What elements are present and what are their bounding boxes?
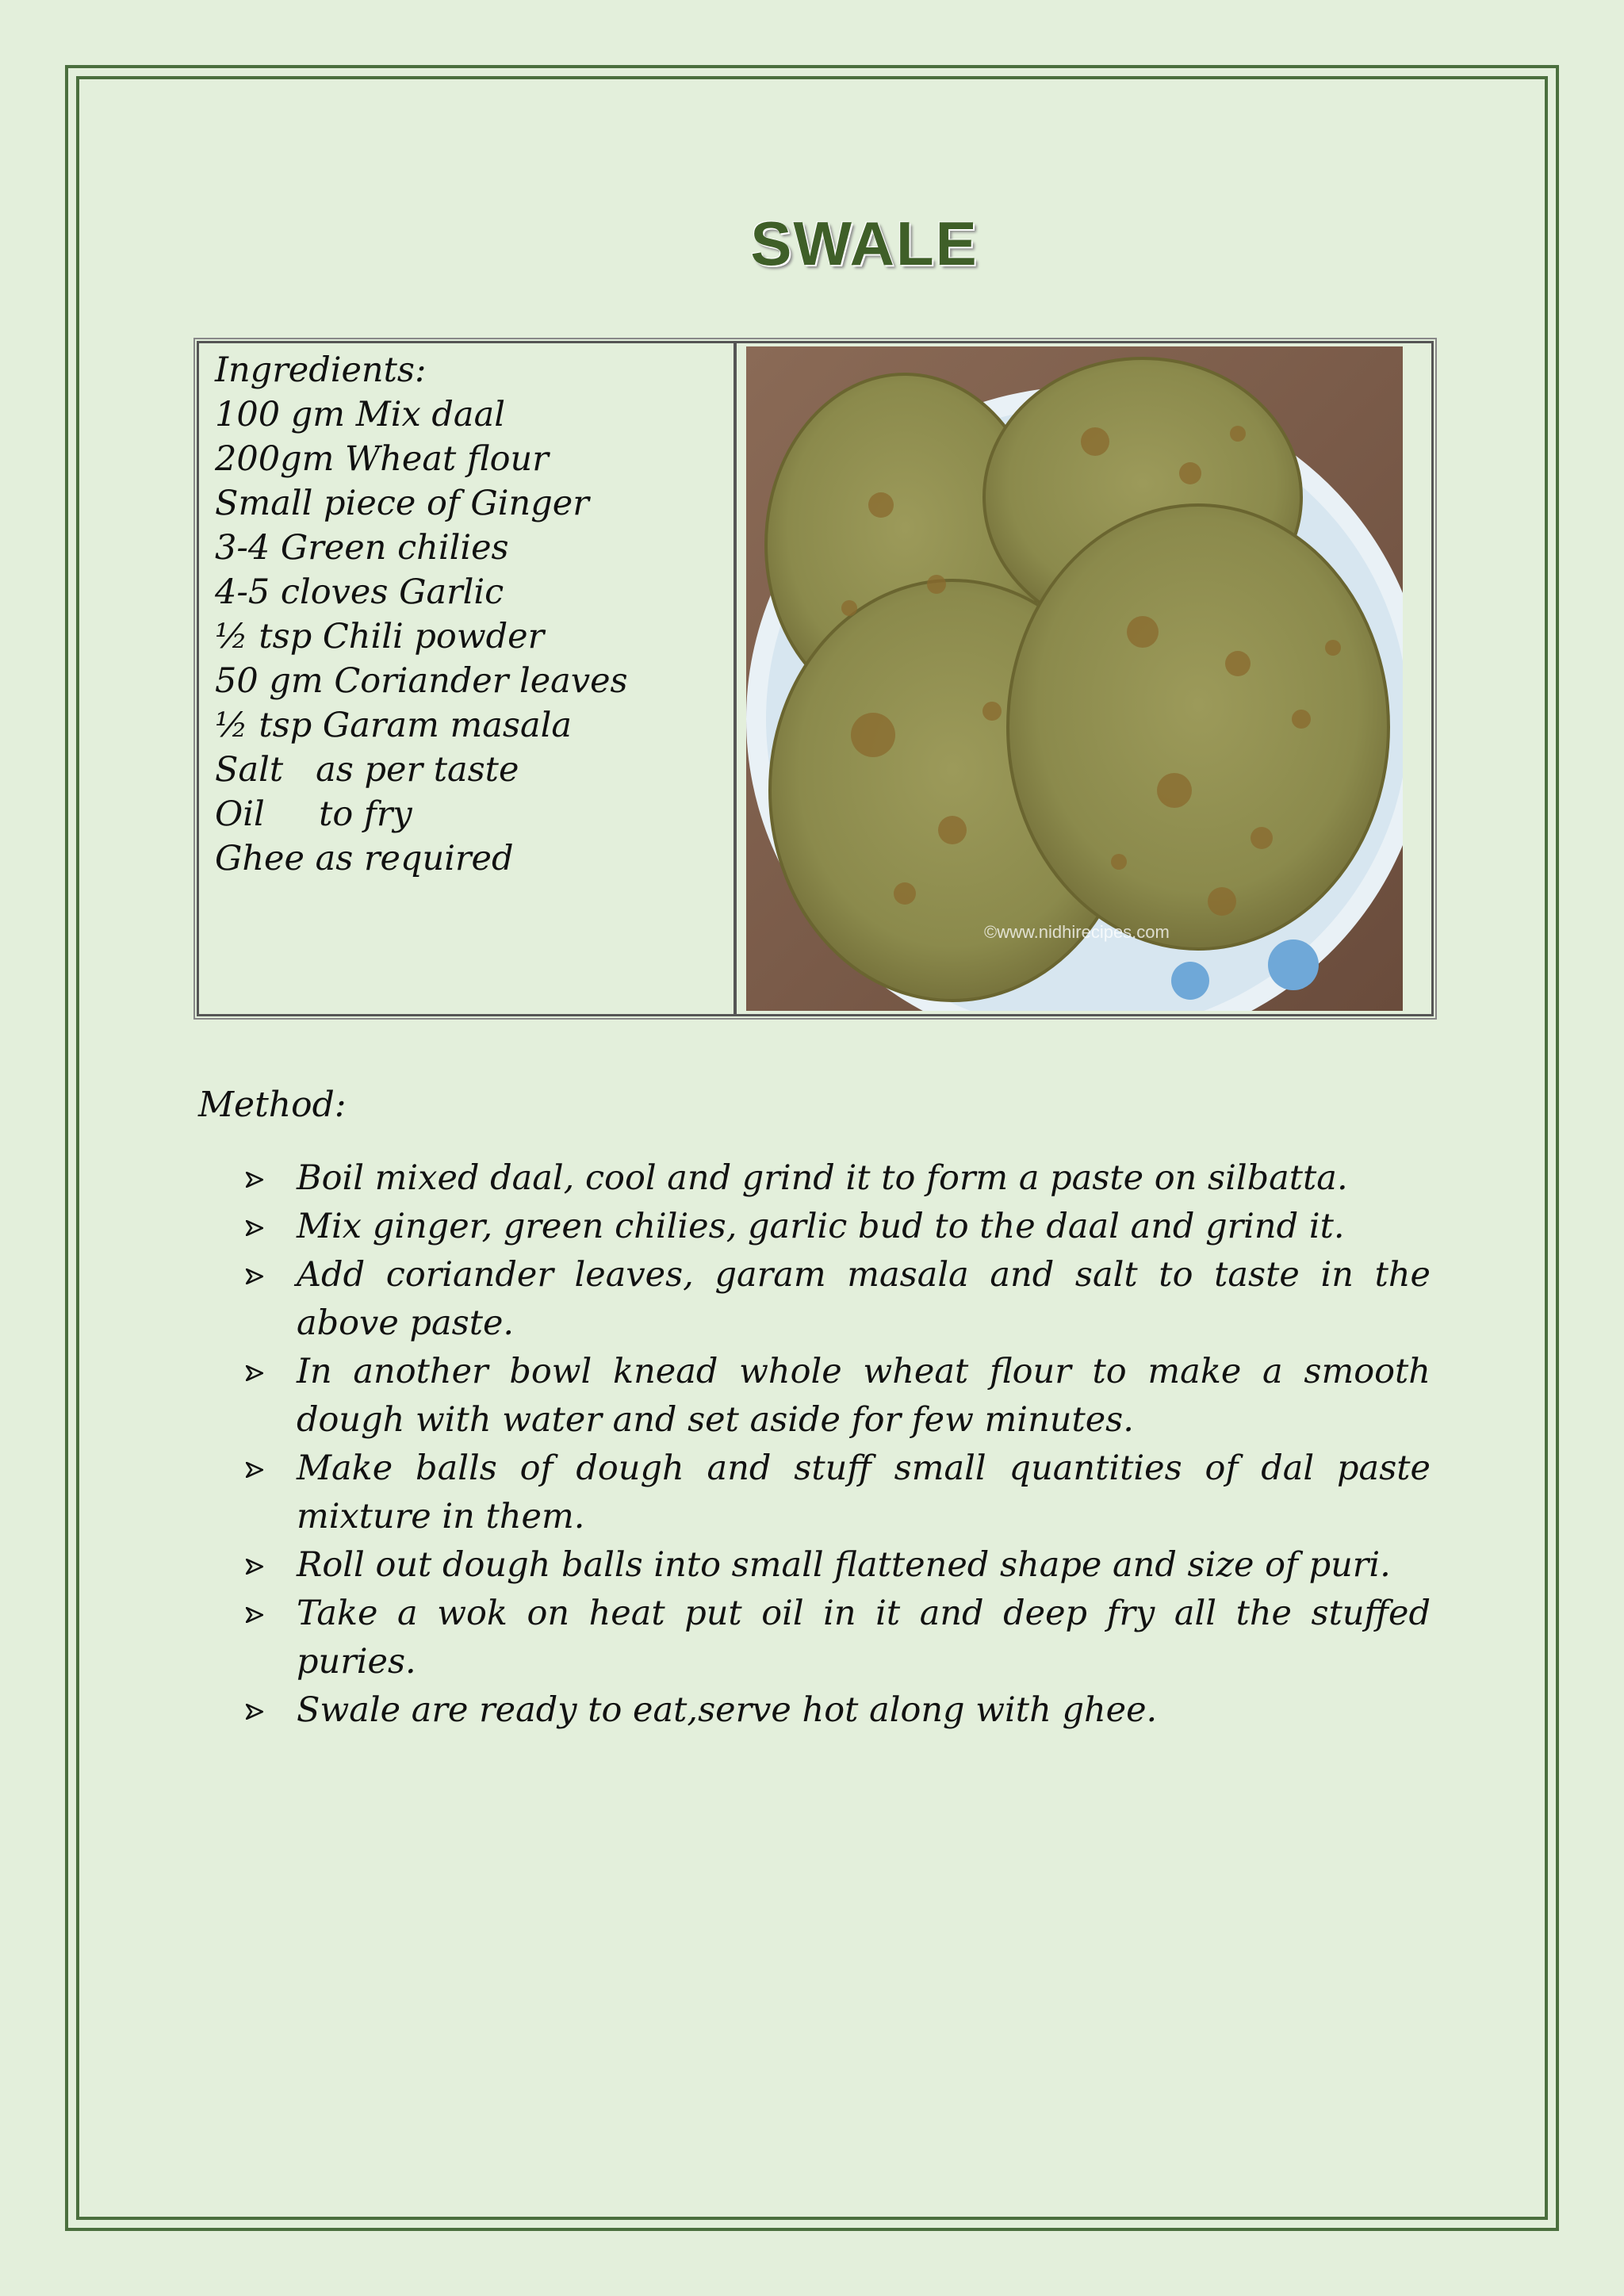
method-step-text: In another bowl knead whole wheat flour to make a smooth dough with water and set aside for few minutes.	[297, 1352, 1431, 1440]
ingredient-item: ½ tsp Chili powder	[215, 617, 545, 656]
ingredient-item: Small piece of Ginger	[215, 484, 589, 523]
method-step-text: Roll out dough balls into small flattened shape and size of puri.	[297, 1545, 1391, 1585]
ingredient-item: 3-4 Green chilies	[215, 528, 509, 568]
method-heading: Method:	[198, 1085, 347, 1125]
ingredient-item: 50 gm Coriander leaves	[215, 661, 628, 701]
ingredient-item: 4-5 cloves Garlic	[215, 572, 504, 612]
method-list	[246, 1154, 1431, 1735]
method-step	[246, 1251, 1431, 1348]
arrowhead-bullet-icon	[246, 1172, 263, 1188]
method-step	[246, 1686, 1431, 1735]
method-step-text: Boil mixed daal, cool and grind it to form a paste on silbatta.	[297, 1158, 1348, 1198]
ingredients-cell	[199, 343, 737, 1014]
method-step	[246, 1445, 1431, 1541]
ingredient-item: 200gm Wheat flour	[215, 439, 549, 479]
swale-photo-illustration	[746, 346, 1403, 1011]
arrowhead-bullet-icon	[246, 1220, 263, 1236]
arrowhead-bullet-icon	[246, 1559, 263, 1575]
page-title: SWALE	[750, 209, 979, 278]
photo-watermark: ©www.nidhirecipes.com	[984, 922, 1170, 942]
swale-photo	[746, 346, 1403, 1011]
method-step-text: Make balls of dough and stuff small quantities of dal paste mixture in them.	[297, 1448, 1431, 1536]
arrowhead-bullet-icon	[246, 1607, 263, 1623]
method-step	[246, 1541, 1431, 1590]
ingredient-item: ½ tsp Garam masala	[215, 706, 573, 745]
method-step	[246, 1154, 1431, 1203]
method-step	[246, 1203, 1431, 1251]
ingredient-item: 100 gm Mix daal	[215, 395, 505, 434]
ingredient-item: Ghee as required	[215, 839, 514, 878]
method-step-text: Take a wok on heat put oil in it and deep fry all the stuffed puries.	[297, 1594, 1431, 1682]
method-step	[246, 1590, 1431, 1686]
method-step-text: Add coriander leaves, garam masala and salt to taste in the above paste.	[297, 1255, 1431, 1343]
arrowhead-bullet-icon	[246, 1462, 263, 1478]
arrowhead-bullet-icon	[246, 1269, 263, 1284]
ingredients-heading: Ingredients:	[215, 350, 427, 390]
recipe-table	[197, 341, 1434, 1016]
arrowhead-bullet-icon	[246, 1365, 263, 1381]
method-step	[246, 1348, 1431, 1445]
ingredient-item: Oil to fry	[215, 794, 412, 834]
arrowhead-bullet-icon	[246, 1704, 263, 1720]
method-step-text: Mix ginger, green chilies, garlic bud to the daal and grind it.	[297, 1207, 1345, 1246]
method-step-text: Swale are ready to eat,serve hot along with ghee.	[297, 1690, 1158, 1730]
ingredient-item: Salt as per taste	[215, 750, 519, 790]
